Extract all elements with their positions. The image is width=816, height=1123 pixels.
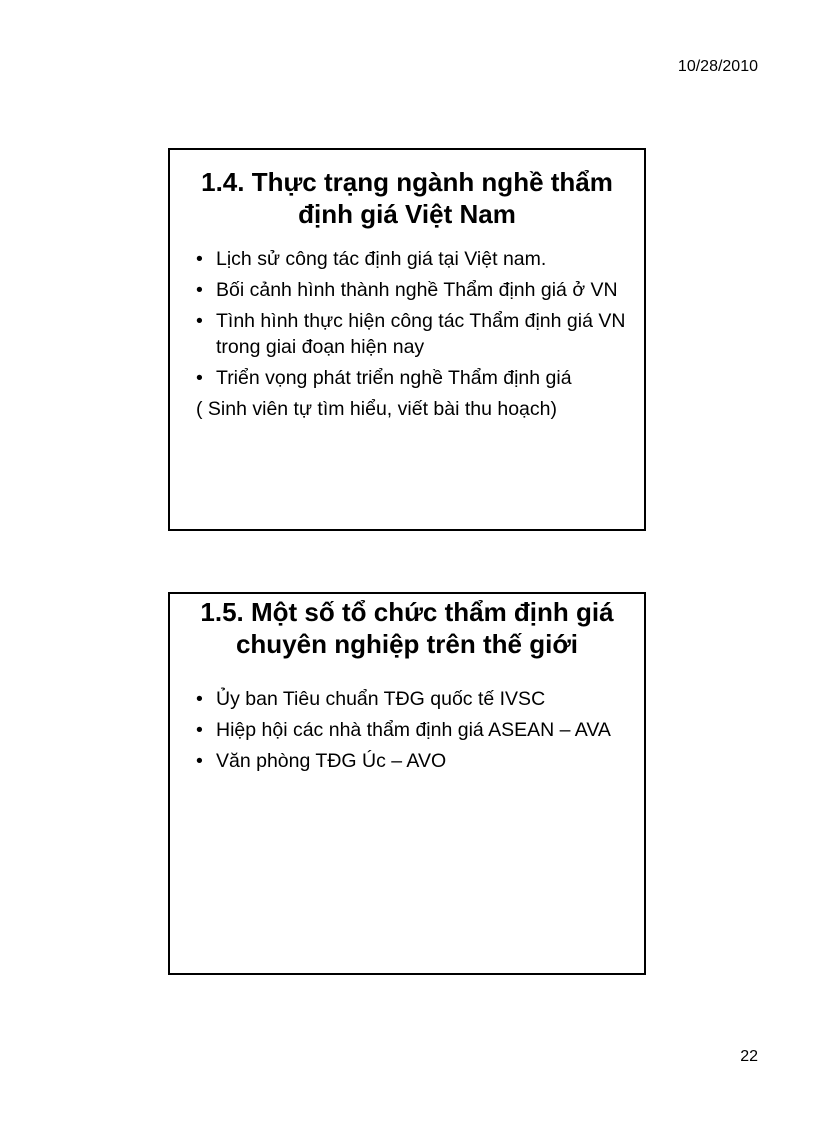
slide-2-title [170,594,644,660]
bullet-item [196,748,630,774]
bullet-dot-icon: • [196,310,203,332]
slide-1-title [170,150,644,230]
bullet-text: Lịch sử công tác định giá tại Việt nam. [216,248,547,270]
bullet-text: Bối cảnh hình thành nghề Thẩm định giá ở VN [216,279,618,301]
bullet-text: Triển vọng phát triển nghề Thẩm định giá [216,367,572,389]
bullet-item [196,686,630,712]
bullet-item [196,308,630,360]
slide-1-bullet-list [170,246,644,391]
slide-2 [168,592,646,975]
bullet-dot-icon: • [196,719,203,741]
bullet-dot-icon: • [196,279,203,301]
page-number: 22 [740,1048,758,1065]
slide-2-title-line-2: chuyên nghiệp trên thế giới [235,629,579,659]
date-header: 10/28/2010 [677,58,758,75]
slide-2-bullet-list [170,686,644,774]
slide-1-title-line-1: 1.4. Thực trạng ngành nghề thẩm [201,167,613,197]
bullet-text: Ủy ban Tiêu chuẩn TĐG quốc tế IVSC [216,688,546,710]
bullet-dot-icon: • [196,688,203,710]
slide-1 [168,148,646,531]
bullet-dot-icon: • [196,367,203,389]
bullet-dot-icon: • [196,750,203,772]
slide-1-title-line-2: định giá Việt Nam [298,199,516,229]
bullet-item [196,365,630,391]
bullet-item [196,717,630,743]
bullet-item [196,246,630,272]
bullet-text: Tình hình thực hiện công tác Thẩm định giá VN trong giai đoạn hiện nay [216,310,626,358]
bullet-dot-icon: • [196,248,203,270]
bullet-text: Hiệp hội các nhà thẩm định giá ASEAN – AVA [216,719,611,741]
slide-1-note: ( Sinh viên tự tìm hiểu, viết bài thu hoạch) [196,398,557,420]
slide-2-title-line-1: 1.5. Một số tổ chức thẩm định giá [200,597,614,627]
bullet-text: Văn phòng TĐG Úc – AVO [216,750,447,772]
bullet-item [196,277,630,303]
